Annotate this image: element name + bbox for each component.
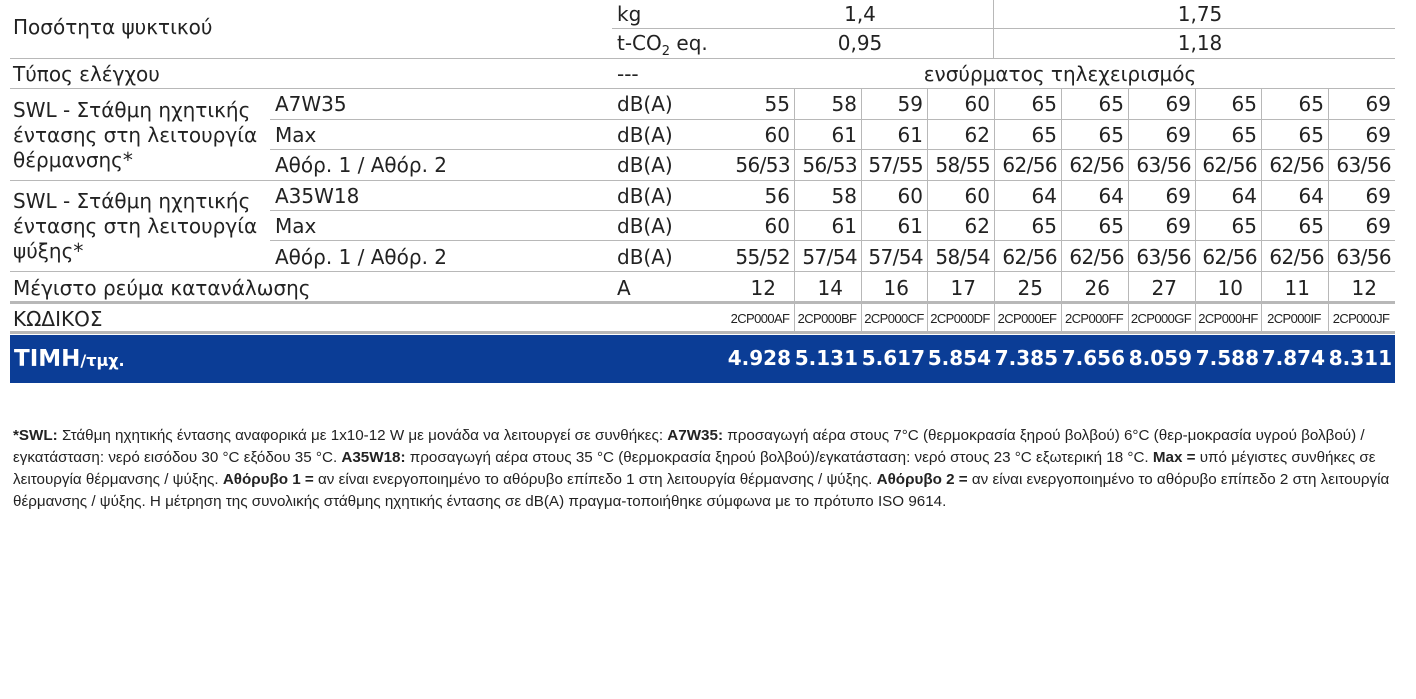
swl-cooling-value-cell: 64: [1031, 184, 1057, 208]
row-divider: [10, 88, 1395, 89]
swl-heating-row-name: Αθόρ. 1 / Αθόρ. 2: [275, 153, 448, 177]
swl-heating-row-unit: dB(A): [617, 123, 673, 147]
swl-heating-label-line2: έντασης στη λειτουργία: [13, 123, 258, 147]
footnote: *SWL: Στάθμη ηχητικής έντασης αναφορικά με 1x10-12 W με μονάδα να λειτουργεί σε συνθήκες: A7W35: προσαγωγή αέρα στους 7°C (θερμοκρασία ξηρού βολβού) 6°C (θερ-μοκρασία υγρού βολβού) / εγκατάσταση: νερό εισόδου 30 °C εξόδου 35 °C. A35W18: προσαγωγή αέρα στους 35 °C (θερμοκρασία ξηρού βολβού)/εγκατάσταση: νερό στους 23 °C εξωτερική 18 °C. Max = υπό μέγιστες συνθήκες σε λειτουργία θέρμανσης / ψύξης. Αθόρυβο 1 = αν είναι ενεργοποιημένο το αθόρυβο επίπεδο 1 στη λειτουργία θέρμανσης / ψύξης. Αθόρυβο 2 = αν είναι ενεργοποιημένο το αθόρυβο επίπεδο 2 στη λειτουργία θέρμανσης / ψύξης. Η μέτρηση της συνολικής στάθμης ηχητικής έντασης σε dB(A) πραγμα-τοποιήθηκε σύμφωνα με το πρότυπο ISO 9614.: [13, 427, 1390, 510]
row-divider: [270, 119, 1395, 120]
product-code-cell: 2CP000JF: [1332, 311, 1390, 326]
swl-heating-value-cell: 56/53: [802, 153, 857, 177]
kg-value-a: 1,4: [844, 2, 876, 26]
swl-heating-label-line1: SWL - Στάθμη ηχητικής: [13, 98, 251, 122]
swl-cooling-value-cell: 60: [764, 214, 790, 238]
price-cell: 5.131: [794, 346, 858, 370]
max-current-cell: 12: [750, 276, 776, 300]
product-code-cell: 2CP000DF: [930, 311, 990, 326]
swl-heating-value-cell: 65: [1098, 92, 1124, 116]
swl-heating-value-cell: 59: [897, 92, 923, 116]
max-current-cell: 12: [1351, 276, 1377, 300]
max-current-cell: 27: [1151, 276, 1177, 300]
kg-unit: kg: [617, 2, 642, 26]
co2-unit: $t-CO_2$ eq.: [617, 31, 708, 59]
swl-heating-value-cell: 69: [1165, 123, 1191, 147]
swl-cooling-value-cell: 61: [831, 214, 857, 238]
swl-cooling-value-cell: 60: [897, 184, 923, 208]
swl-heating-value-cell: 56/53: [735, 153, 790, 177]
price-label: ΤΙΜΗ/τμχ.: [14, 346, 125, 372]
swl-cooling-value-cell: 69: [1165, 214, 1191, 238]
swl-cooling-label-line2: έντασης στη λειτουργία: [13, 214, 258, 238]
swl-cooling-value-cell: 58/54: [935, 245, 990, 269]
swl-cooling-value-cell: 61: [897, 214, 923, 238]
price-cell: 8.059: [1128, 346, 1192, 370]
swl-cooling-row-name: A35W18: [275, 184, 360, 208]
swl-heating-value-cell: 65: [1298, 92, 1324, 116]
max-current-cell: 14: [817, 276, 843, 300]
row-divider: [10, 301, 1395, 304]
swl-heating-row-name: A7W35: [275, 92, 347, 116]
swl-heating-value-cell: 60: [964, 92, 990, 116]
max-current-cell: 10: [1217, 276, 1243, 300]
swl-cooling-value-cell: 69: [1165, 184, 1191, 208]
swl-cooling-value-cell: 64: [1231, 184, 1257, 208]
swl-heating-value-cell: 69: [1365, 123, 1391, 147]
max-current-cell: 25: [1017, 276, 1043, 300]
swl-heating-value-cell: 55: [764, 92, 790, 116]
swl-heating-row-unit: dB(A): [617, 153, 673, 177]
swl-heating-value-cell: 62: [964, 123, 990, 147]
swl-heating-value-cell: 62/56: [1269, 153, 1324, 177]
row-divider: [10, 180, 1395, 181]
max-current-cell: 11: [1284, 276, 1310, 300]
swl-cooling-row-unit: dB(A): [617, 184, 673, 208]
product-code-cell: 2CP000BF: [797, 311, 857, 326]
row-divider: [10, 271, 1395, 272]
swl-cooling-value-cell: 65: [1298, 214, 1324, 238]
swl-heating-value-cell: 65: [1031, 123, 1057, 147]
swl-heating-value-cell: 69: [1365, 92, 1391, 116]
control-type-label: Τύπος ελέγχου: [13, 62, 160, 86]
swl-cooling-value-cell: 65: [1231, 214, 1257, 238]
swl-cooling-value-cell: 60: [964, 184, 990, 208]
swl-heating-value-cell: 62/56: [1202, 153, 1257, 177]
product-code-cell: 2CP000AF: [730, 311, 790, 326]
swl-cooling-value-cell: 55/52: [735, 245, 790, 269]
price-cell: 5.854: [927, 346, 991, 370]
row-divider: [612, 28, 1395, 29]
swl-cooling-value-cell: 62/56: [1269, 245, 1324, 269]
swl-cooling-value-cell: 62/56: [1002, 245, 1057, 269]
swl-cooling-value-cell: 64: [1298, 184, 1324, 208]
swl-cooling-value-cell: 65: [1031, 214, 1057, 238]
max-current-cell: 26: [1084, 276, 1110, 300]
co2-value-b: 1,18: [1177, 31, 1223, 55]
product-code-cell: 2CP000HF: [1198, 311, 1258, 326]
swl-heating-row-unit: dB(A): [617, 92, 673, 116]
max-current-unit: A: [617, 276, 631, 300]
swl-heating-value-cell: 57/55: [868, 153, 923, 177]
swl-heating-value-cell: 63/56: [1136, 153, 1191, 177]
product-code-cell: 2CP000FF: [1064, 311, 1124, 326]
price-cell: 7.588: [1195, 346, 1259, 370]
control-type-value: ενσύρματος τηλεχειρισμός: [923, 62, 1197, 86]
swl-heating-value-cell: 58/55: [935, 153, 990, 177]
swl-heating-value-cell: 62/56: [1002, 153, 1057, 177]
swl-heating-value-cell: 65: [1098, 123, 1124, 147]
control-type-unit: ---: [617, 62, 639, 86]
swl-heating-value-cell: 65: [1298, 123, 1324, 147]
swl-cooling-value-cell: 57/54: [802, 245, 857, 269]
product-code-cell: 2CP000IF: [1267, 311, 1321, 326]
max-current-cell: 16: [883, 276, 909, 300]
swl-heating-value-cell: 60: [764, 123, 790, 147]
row-divider: [10, 331, 1395, 334]
swl-cooling-value-cell: 63/56: [1136, 245, 1191, 269]
row-divider: [270, 210, 1395, 211]
swl-cooling-value-cell: 62: [964, 214, 990, 238]
swl-heating-value-cell: 65: [1031, 92, 1057, 116]
swl-cooling-row-unit: dB(A): [617, 245, 673, 269]
row-divider: [270, 240, 1395, 241]
swl-heating-value-cell: 61: [831, 123, 857, 147]
price-cell: 8.311: [1328, 346, 1392, 370]
swl-cooling-value-cell: 58: [831, 184, 857, 208]
swl-cooling-value-cell: 69: [1365, 214, 1391, 238]
price-cell: 7.656: [1061, 346, 1125, 370]
kg-value-b: 1,75: [1177, 2, 1223, 26]
price-cell: 5.617: [861, 346, 925, 370]
max-current-label: Μέγιστο ρεύμα κατανάλωσης: [13, 276, 311, 300]
co2-value-a: 0,95: [837, 31, 883, 55]
swl-cooling-value-cell: 57/54: [868, 245, 923, 269]
swl-cooling-value-cell: 69: [1365, 184, 1391, 208]
swl-cooling-value-cell: 62/56: [1069, 245, 1124, 269]
swl-heating-value-cell: 61: [897, 123, 923, 147]
swl-cooling-value-cell: 64: [1098, 184, 1124, 208]
swl-cooling-value-cell: 62/56: [1202, 245, 1257, 269]
product-code-cell: 2CP000EF: [997, 311, 1057, 326]
swl-heating-value-cell: 65: [1231, 123, 1257, 147]
swl-cooling-value-cell: 63/56: [1336, 245, 1391, 269]
swl-cooling-label-line1: SWL - Στάθμη ηχητικής: [13, 189, 251, 213]
product-code-cell: 2CP000CF: [864, 311, 924, 326]
swl-heating-label-line3: θέρμανσης*: [13, 148, 133, 172]
swl-heating-value-cell: 62/56: [1069, 153, 1124, 177]
column-divider: [993, 0, 994, 58]
refrigerant-label: Ποσότητα ψυκτικού: [13, 15, 213, 39]
price-cell: 7.385: [994, 346, 1058, 370]
swl-heating-value-cell: 63/56: [1336, 153, 1391, 177]
code-label: ΚΩΔΙΚΟΣ: [13, 307, 103, 331]
swl-heating-value-cell: 69: [1165, 92, 1191, 116]
swl-heating-value-cell: 65: [1231, 92, 1257, 116]
swl-cooling-value-cell: 56: [764, 184, 790, 208]
swl-cooling-label-line3: ψύξης*: [13, 239, 84, 263]
swl-cooling-value-cell: 65: [1098, 214, 1124, 238]
row-divider: [270, 149, 1395, 150]
swl-cooling-row-unit: dB(A): [617, 214, 673, 238]
price-cell: 7.874: [1261, 346, 1325, 370]
swl-cooling-row-name: Max: [275, 214, 317, 238]
price-cell: 4.928: [727, 346, 791, 370]
swl-heating-value-cell: 58: [831, 92, 857, 116]
swl-heating-row-name: Max: [275, 123, 317, 147]
max-current-cell: 17: [950, 276, 976, 300]
product-code-cell: 2CP000GF: [1130, 311, 1192, 326]
swl-cooling-row-name: Αθόρ. 1 / Αθόρ. 2: [275, 245, 448, 269]
